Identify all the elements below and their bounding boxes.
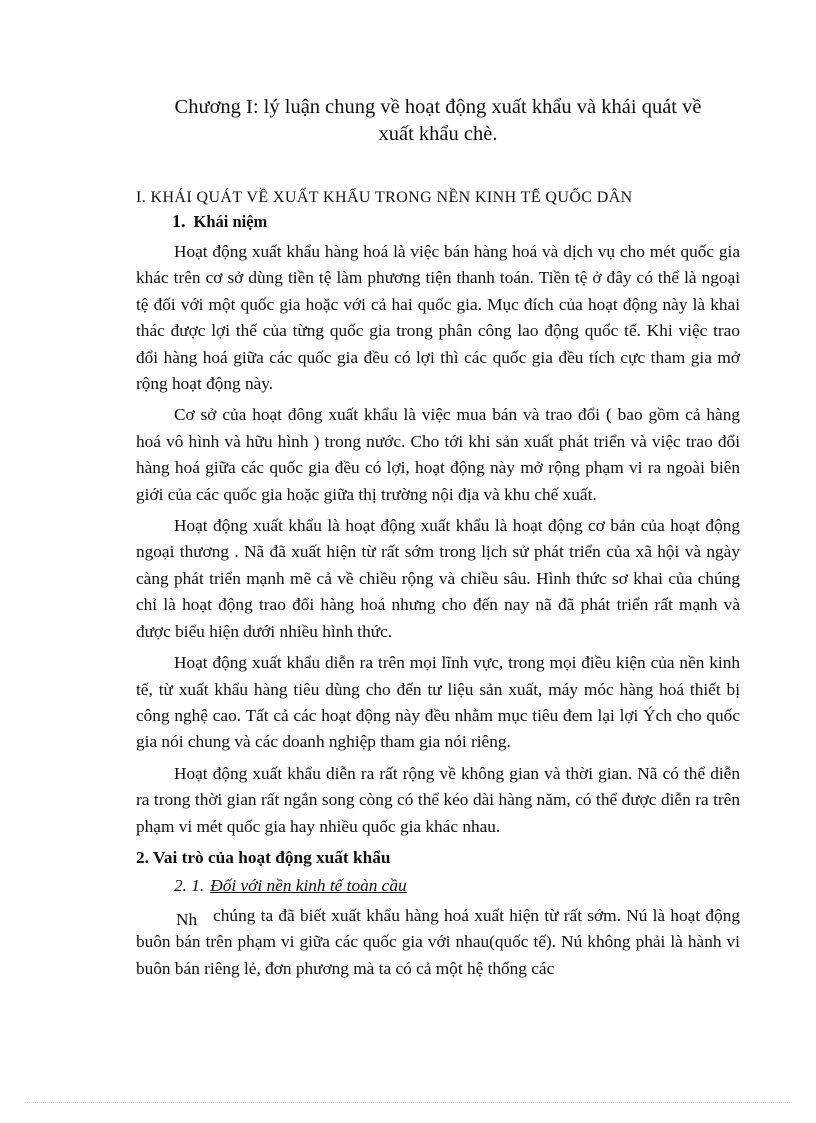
subsection-label-2-1: Đối với nền kinh tế toàn cầu	[210, 875, 407, 895]
chapter-title-line2: xuất khẩu chè.	[378, 123, 498, 145]
chapter-title	[136, 94, 740, 148]
chapter-title-line1: Chương I: lý luận chung về hoạt động xuất khẩu và khái quát về	[174, 96, 702, 118]
paragraph-1: Hoạt động xuất khẩu hàng hoá là việc bán hàng hoá và dịch vụ cho mét quốc gia khác trên cơ sở dùng tiền tệ làm phương tiện thanh toán. Tiền tệ ở đây có thể là ngoại tệ đối với một quốc gia hoặc với cả hai quốc gia. Mục đích của hoạt động này là khai thác được lợi thế của từng quốc gia trong phân công lao động quốc tế. Khi việc trao đổi hàng hoá giữa các quốc gia đều có lợi thì các quốc gia đều tích cực tham gia mở rộng hoạt động này.	[136, 242, 740, 394]
paragraph-5: Hoạt động xuất khẩu diễn ra rất rộng về không gian và thời gian. Nã có thể diễn ra trong thời gian rất ngắn song còng có thể kéo dài hàng năm, có thể được diễn ra trên phạm vi mét quốc gia hay nhiều quốc gia khác nhau.	[136, 763, 740, 836]
paragraph-2: Cơ sở của hoạt đông xuất khẩu là việc mua bán và trao đổi ( bao gồm cả hàng hoá vô hình và hữu hình ) trong nước. Cho tới khi sản xuất phát triển và việc trao đổi hàng hoá giữa các quốc gia đều có lợi, hoạt động này mở rộng phạm vi ra ngoài biên giới của các quốc gia hoặc giữa thị trường nội địa và khu chế xuất.	[136, 405, 740, 504]
subsection-label: Khái niệm	[193, 212, 268, 231]
paragraph-3: Hoạt động xuất khẩu là hoạt động xuất khẩu là hoạt động cơ bản của hoạt động ngoại thương . Nã đã xuất hiện từ rất sớm trong lịch sử phát triển của xã hội và ngày càng phát triển mạnh mẽ cả về chiều rộng và chiều sâu. Hình thức sơ khai của chúng chỉ là hoạt động trao đổi hàng hoá nhưng cho đến nay nã đã phát triển rất mạnh và được biểu hiện dưới nhiều hình thức.	[136, 516, 740, 641]
subsection-heading-global-economy	[174, 873, 740, 899]
paragraph-4: Hoạt động xuất khẩu diễn ra trên mọi lĩnh vực, trong mọi điều kiện của nền kinh tế, từ xuất khẩu hàng tiêu dùng cho đến tư liệu sản xuất, máy móc hàng hoá thiết bị công nghệ cao. Tất cả các hoạt động này đều nhằm mục tiêu đem lại lợi Ých cho quốc gia nói chung và các doanh nghiệp tham gia nói riêng.	[136, 653, 740, 752]
paragraph-6-text: chúng ta đã biết xuất khẩu hàng hoá xuất hiện từ rất sớm. Nú là hoạt động buôn bán trên phạm vi giữa các quốc gia với nhau(quốc tế). Nú không phải là hành vi buôn bán riêng lẻ, đơn phương mà ta có cả một hệ thống các	[136, 905, 740, 978]
subsection-heading-concept	[172, 210, 740, 233]
document-page	[136, 90, 740, 987]
subsection-number: 1.	[172, 211, 186, 231]
section-heading-role: 2. Vai trò của hoạt động xuất khẩu	[136, 847, 391, 867]
paragraph-lead-fragment: Nh	[176, 909, 198, 929]
paragraph-6	[136, 903, 740, 982]
page-bottom-divider	[24, 1102, 792, 1103]
subsection-number-2-1: 2. 1.	[174, 875, 205, 895]
section-heading: I. KHÁI QUÁT VỀ XUẤT KHẨU TRONG NỀN KINH TẾ QUỐC DÂN	[136, 189, 633, 206]
